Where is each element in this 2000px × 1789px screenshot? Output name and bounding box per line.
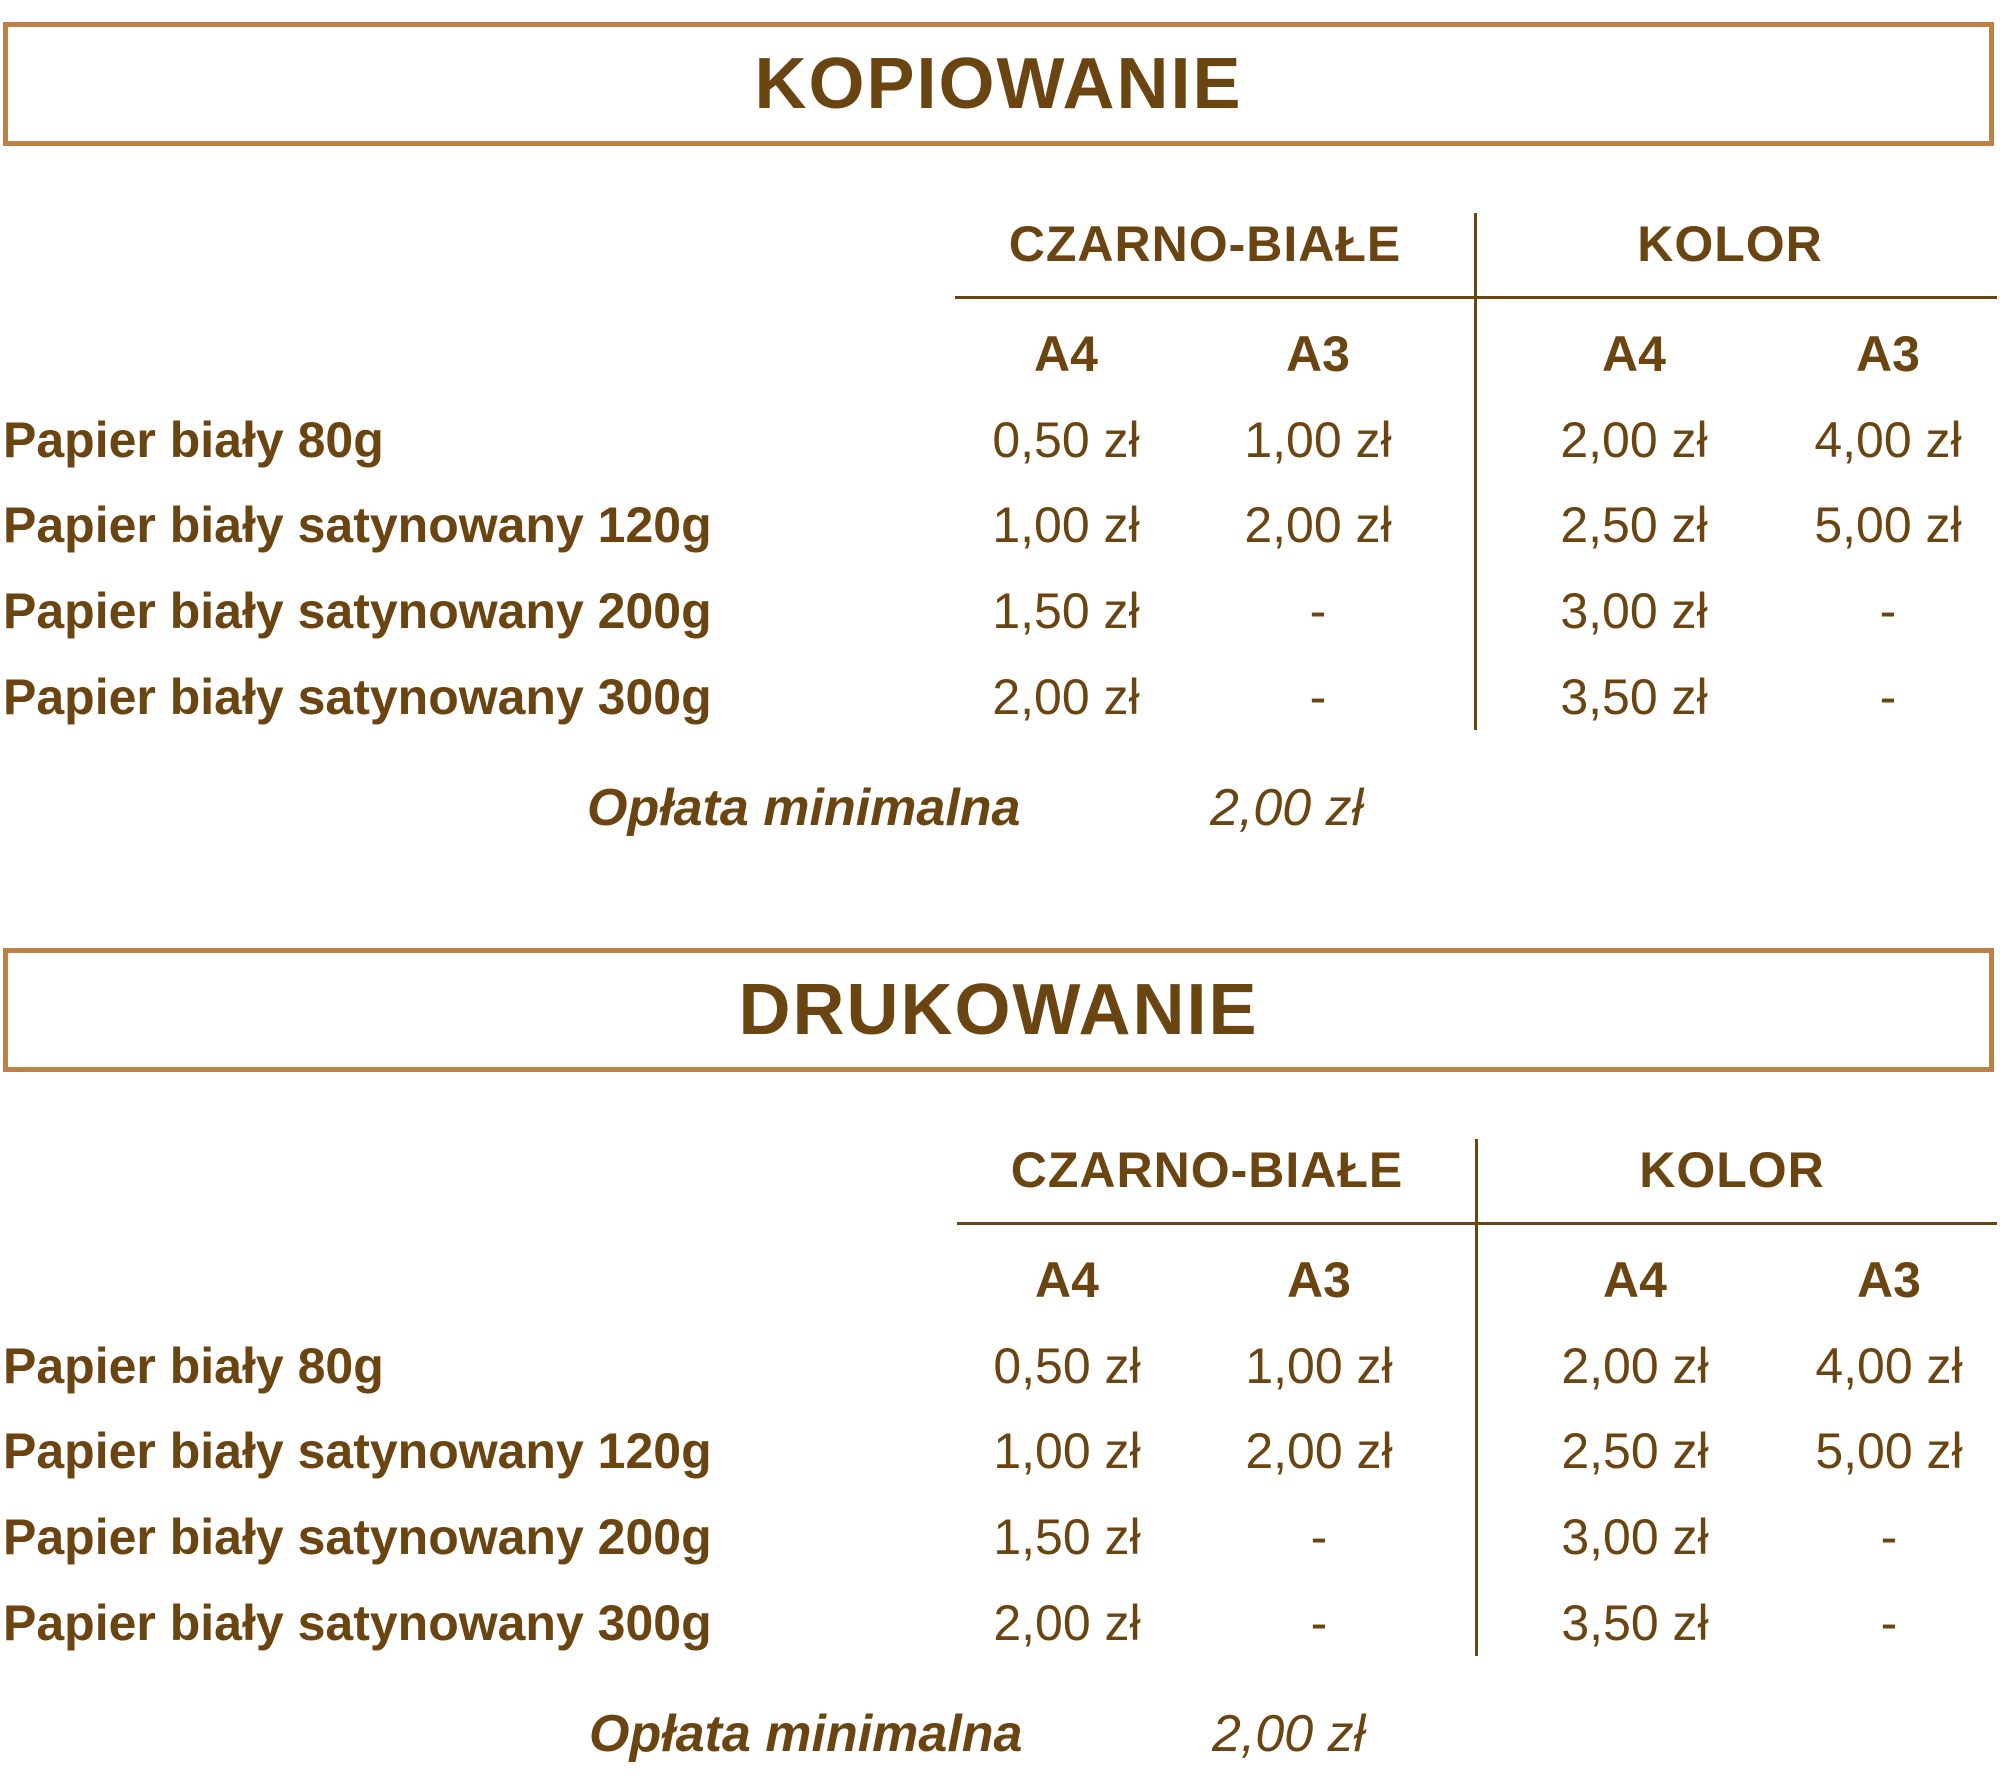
min-fee-value: 2,00 zł xyxy=(1212,1705,1366,1763)
price-cell: 0,50 zł xyxy=(993,1338,1141,1394)
size-header-color-a3: A3 xyxy=(1857,1252,1921,1308)
size-header-color-a4: A4 xyxy=(1603,1252,1667,1308)
row-label: Papier biały satynowany 200g xyxy=(3,583,712,639)
price-cell: 2,00 zł xyxy=(1245,1423,1393,1479)
section-title-box-kopiowanie xyxy=(3,22,1994,146)
price-cell: 1,00 zł xyxy=(1244,412,1392,468)
price-cell: 1,50 zł xyxy=(992,583,1140,639)
price-cell: 4,00 zł xyxy=(1814,412,1962,468)
price-cell: 3,00 zł xyxy=(1561,1509,1709,1565)
section-title: DRUKOWANIE xyxy=(738,970,1259,1050)
size-header-color-a4: A4 xyxy=(1602,326,1666,382)
column-divider-vertical xyxy=(1475,1139,1478,1656)
price-cell: 3,50 zł xyxy=(1561,1595,1709,1651)
price-cell: 2,50 zł xyxy=(1561,1423,1709,1479)
row-label: Papier biały satynowany 120g xyxy=(3,1423,712,1479)
size-header-color-a3: A3 xyxy=(1856,326,1920,382)
price-cell: - xyxy=(1310,1509,1328,1565)
price-cell: 1,00 zł xyxy=(993,1423,1141,1479)
price-cell: 2,00 zł xyxy=(1561,1338,1709,1394)
size-header-bw-a3: A3 xyxy=(1287,1252,1351,1308)
price-cell: - xyxy=(1310,1595,1328,1651)
price-cell: 1,50 zł xyxy=(993,1509,1141,1565)
group-header-color: KOLOR xyxy=(1637,216,1823,272)
group-header-black-white: CZARNO-BIAŁE xyxy=(1008,216,1402,272)
row-label: Papier biały satynowany 300g xyxy=(3,669,712,725)
row-label: Papier biały satynowany 120g xyxy=(3,497,712,553)
row-label: Papier biały 80g xyxy=(3,412,384,468)
price-cell: 2,00 zł xyxy=(1244,497,1392,553)
row-label: Papier biały 80g xyxy=(3,1338,384,1394)
price-cell: - xyxy=(1309,583,1327,639)
price-cell: - xyxy=(1879,583,1897,639)
min-fee-label: Opłata minimalna xyxy=(587,779,1021,837)
price-cell: 5,00 zł xyxy=(1814,497,1962,553)
price-cell: 2,50 zł xyxy=(1560,497,1708,553)
price-cell: - xyxy=(1309,669,1327,725)
row-label: Papier biały satynowany 200g xyxy=(3,1509,712,1565)
price-cell: 1,00 zł xyxy=(1245,1338,1393,1394)
price-cell: 3,50 zł xyxy=(1560,669,1708,725)
price-cell: - xyxy=(1880,1509,1898,1565)
price-cell: 2,00 zł xyxy=(992,669,1140,725)
group-header-black-white: CZARNO-BIAŁE xyxy=(1010,1142,1404,1198)
min-fee-label: Opłata minimalna xyxy=(589,1705,1023,1763)
size-header-bw-a4: A4 xyxy=(1035,1252,1099,1308)
price-cell: 4,00 zł xyxy=(1815,1338,1963,1394)
price-cell: - xyxy=(1880,1595,1898,1651)
row-label: Papier biały satynowany 300g xyxy=(3,1595,712,1651)
column-divider-vertical xyxy=(1474,213,1477,730)
min-fee-value: 2,00 zł xyxy=(1210,779,1364,837)
price-cell: 0,50 zł xyxy=(992,412,1140,468)
price-cell: - xyxy=(1879,669,1897,725)
size-header-bw-a3: A3 xyxy=(1286,326,1350,382)
group-header-color: KOLOR xyxy=(1639,1142,1825,1198)
section-title: KOPIOWANIE xyxy=(754,44,1243,124)
price-cell: 1,00 zł xyxy=(992,497,1140,553)
section-title-box-drukowanie xyxy=(3,948,1994,1072)
price-cell: 3,00 zł xyxy=(1560,583,1708,639)
price-cell: 2,00 zł xyxy=(993,1595,1141,1651)
price-cell: 5,00 zł xyxy=(1815,1423,1963,1479)
size-header-bw-a4: A4 xyxy=(1034,326,1098,382)
price-cell: 2,00 zł xyxy=(1560,412,1708,468)
